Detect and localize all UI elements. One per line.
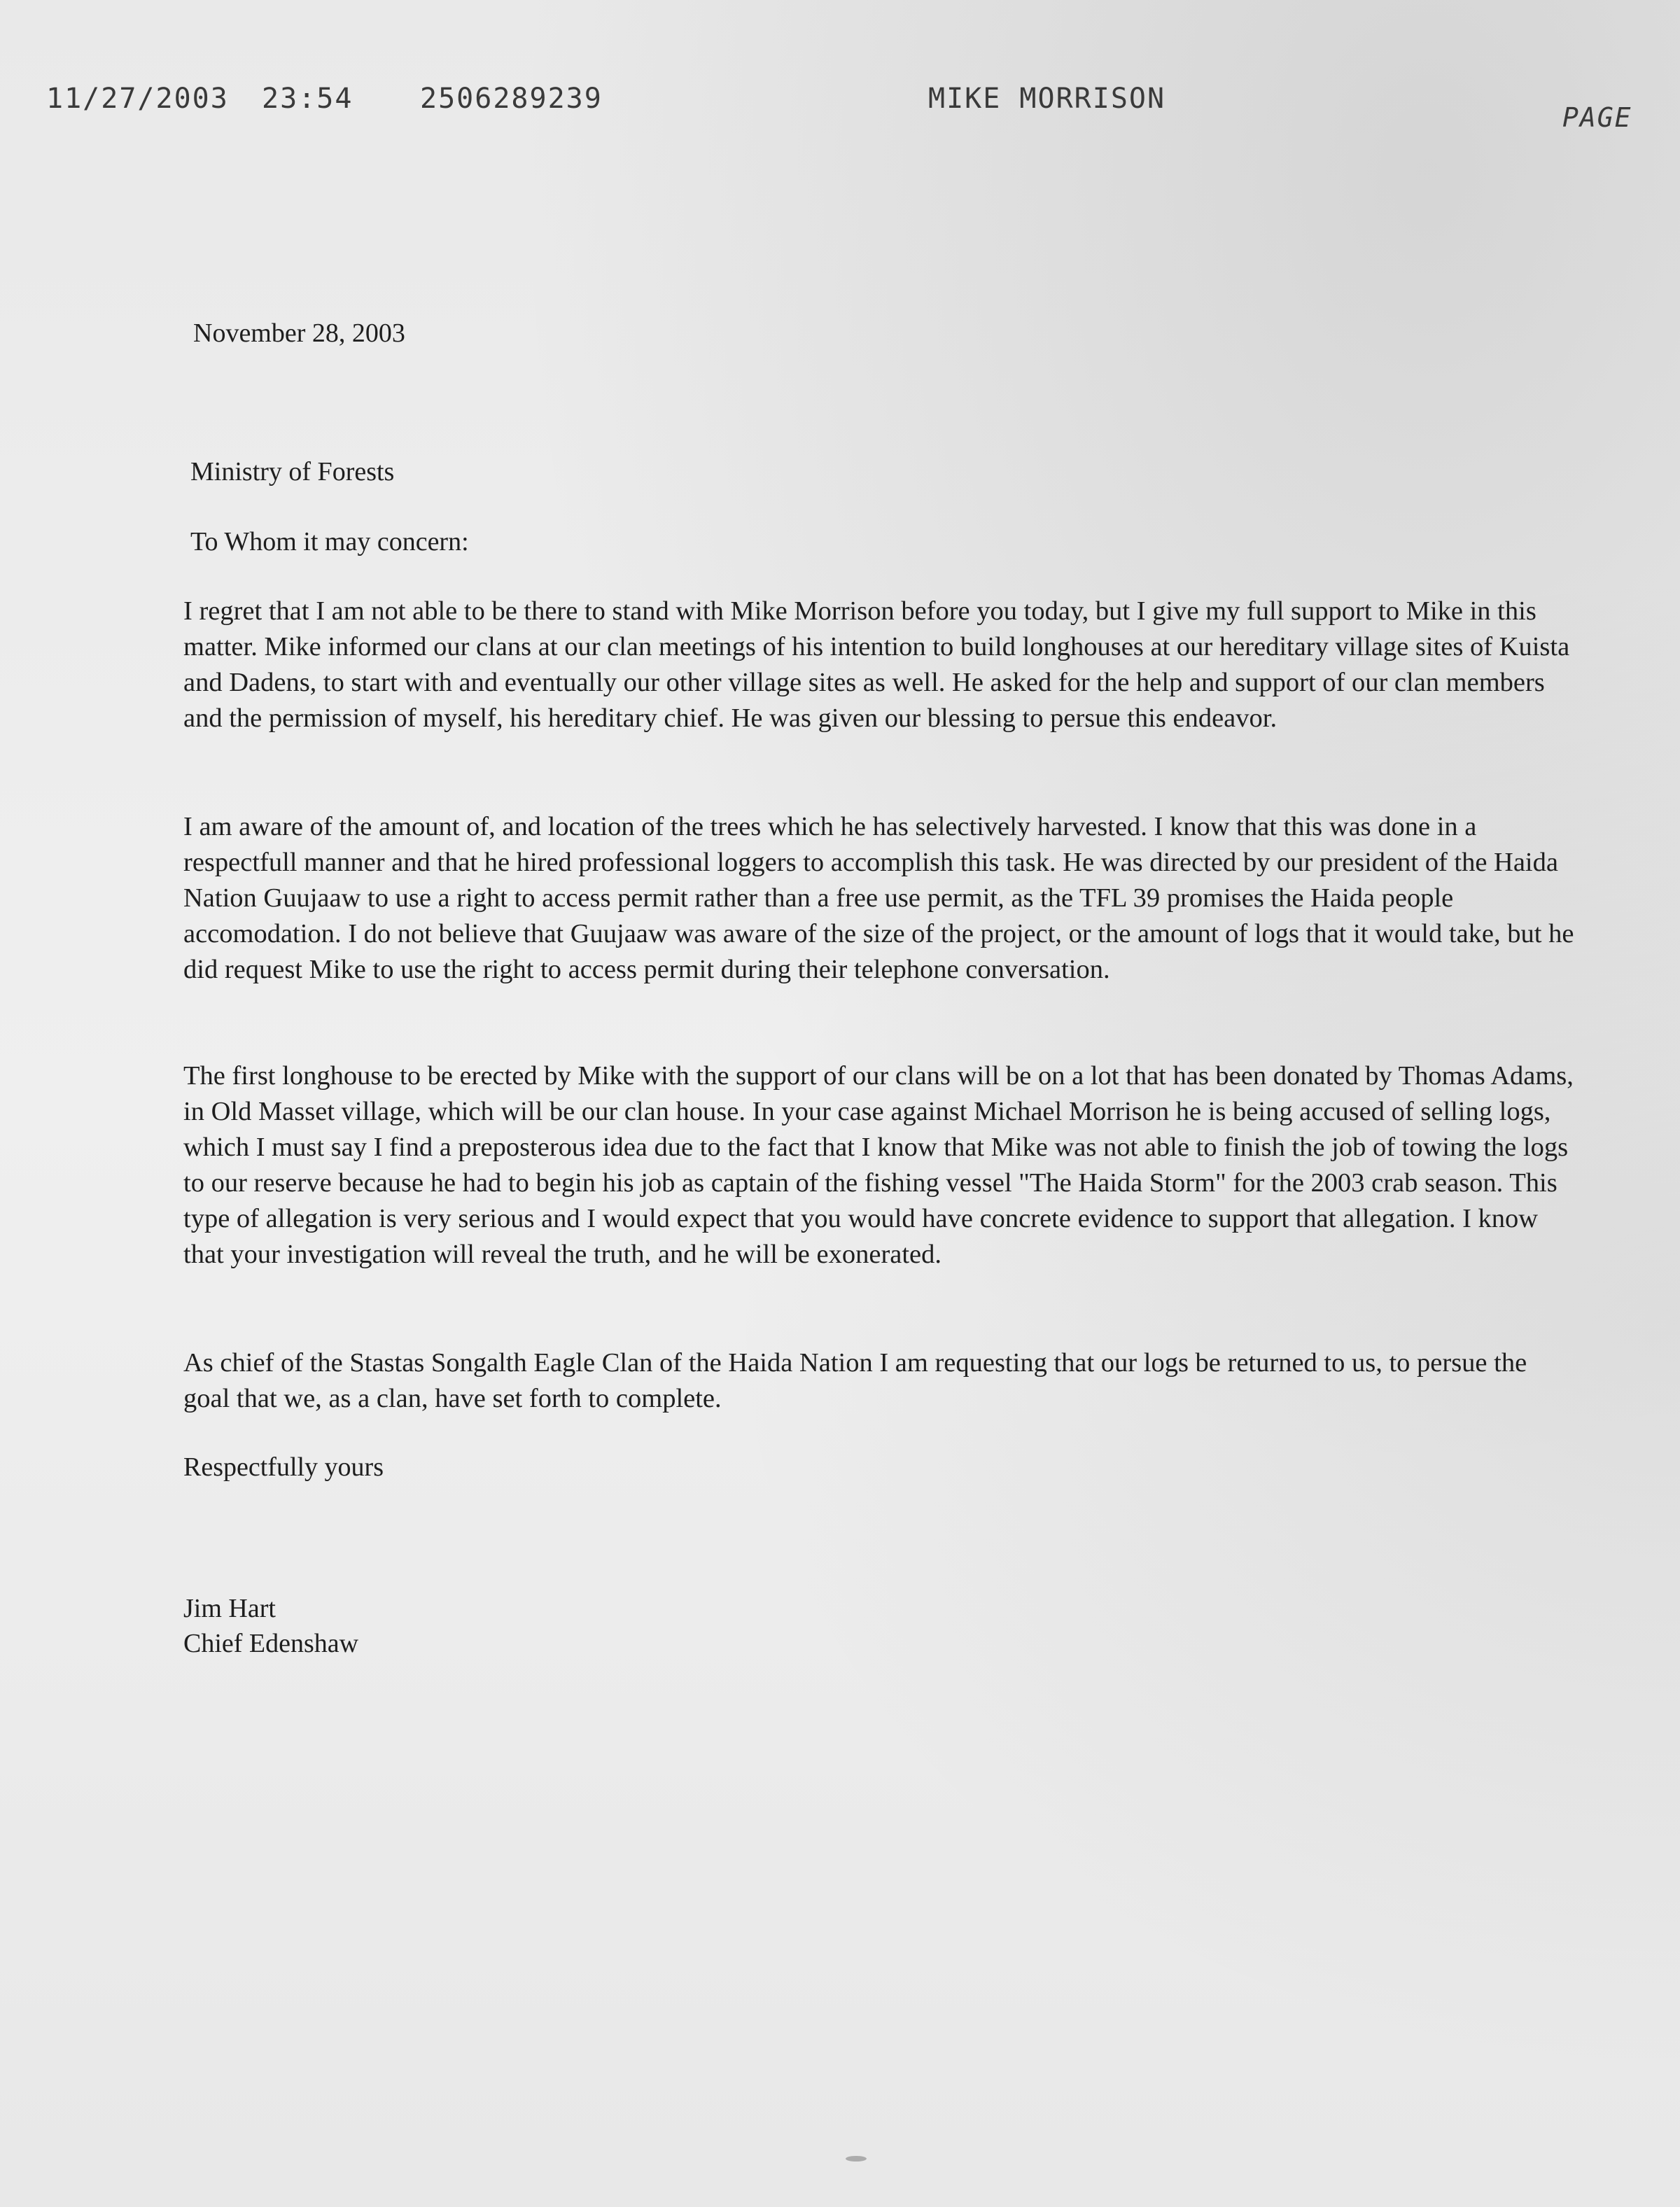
signature-title: Chief Edenshaw xyxy=(183,1629,359,1658)
signature-name: Jim Hart xyxy=(183,1594,276,1623)
fax-time: 23:54 xyxy=(262,83,354,115)
paragraph-1: I regret that I am not able to be there to stand with Mike Morrison before you today, but I give my full support to Mike in this matter. Mike informed our clans at our clan meetings of his intention to build longhouses at our hereditary village sites of Kuista and Dadens, to start with and eventually our other village sites as well. He asked for the help and support of our clan members and the permission of myself, his hereditary chief. He was given our blessing to persue this endeavor. xyxy=(183,596,1570,733)
fax-number: 2506289239 xyxy=(420,83,603,115)
fax-page-label: PAGE xyxy=(1562,102,1632,133)
paragraph-4: As chief of the Stastas Songalth Eagle Clan of the Haida Nation I am requesting that our logs be returned to us, to persue the goal that we, as a clan, have set forth to complete. xyxy=(183,1348,1527,1413)
paragraph-2: I am aware of the amount of, and location of the trees which he has selectively harvested. I know that this was done in a respectfull manner and that he hired professional loggers to accomplish this task. He was directed by our president of the Haida Nation Guujaaw to use a right to access permit rather than a free use permit, as the TFL 39 promises the Haida people accomodation. I do not believe that Guujaaw was aware of the size of the project, or the amount of logs that it would take, but he did request Mike to use the right to access permit during their telephone conversation. xyxy=(183,812,1574,984)
fax-date: 11/27/2003 xyxy=(46,83,229,115)
letter-date: November 28, 2003 xyxy=(193,318,405,348)
scan-speck xyxy=(846,2156,867,2162)
fax-header xyxy=(46,83,1680,133)
closing: Respectfully yours xyxy=(183,1452,384,1482)
recipient: Ministry of Forests xyxy=(190,457,395,486)
fax-sender: MIKE MORRISON xyxy=(928,83,1166,115)
paragraph-3: The first longhouse to be erected by Mike with the support of our clans will be on a lot that has been donated by Thomas Adams, in Old Masset village, which will be our clan house. In your case against Michael Morrison he is being accused of selling logs, which I must say I find a preposterous idea due to the fact that I know that Mike was not able to finish the job of towing the logs to our reserve because he had to begin his job as captain of the fishing vessel "The Haida Storm" for the 2003 crab season. This type of allegation is very serious and I would expect that you would have concrete evidence to support that allegation. I know that your investigation will reveal the truth, and he will be exonerated. xyxy=(183,1061,1574,1269)
salutation: To Whom it may concern: xyxy=(190,527,469,556)
